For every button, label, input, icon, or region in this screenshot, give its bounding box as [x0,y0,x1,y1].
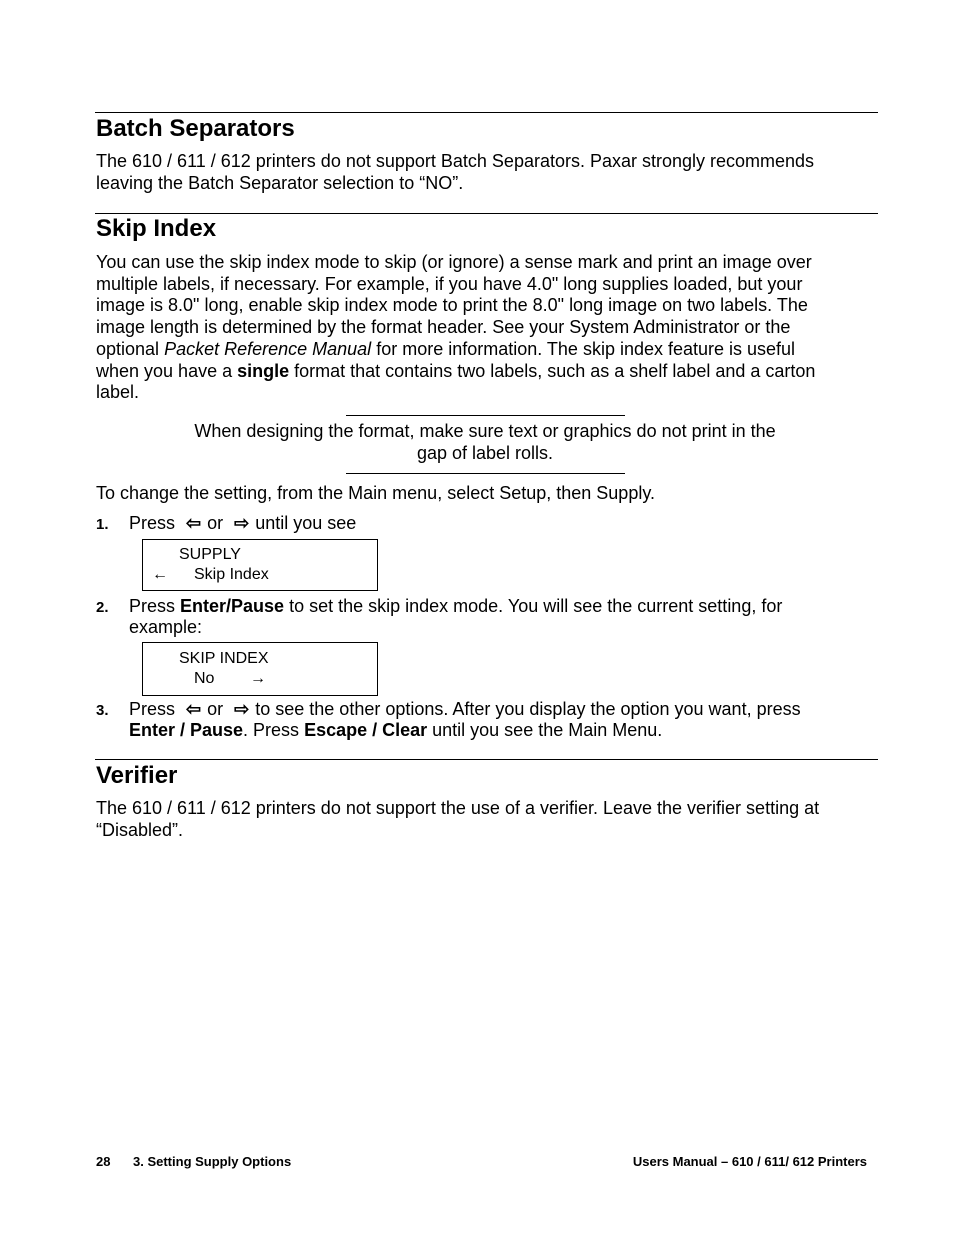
skip-line-6a: when you have a [96,360,238,381]
note [170,421,800,464]
note-line-2: gap of label rolls. [416,442,554,463]
batch-line-1: The 610 / 611 / 612 printers do not support Batch Separators. Paxar strongly recommends [96,151,815,171]
bold-single: single [237,360,290,381]
skip-line-7: label. [96,382,140,403]
step-2-number: 2. [96,599,109,616]
skip-line: multiple labels, if necessary. For example, if you have 4.0" long supplies loaded, but your [96,273,803,294]
verifier-line-1: The 610 / 611 / 612 printers do not support the use of a verifier. Leave the verifier setting at [96,798,820,818]
note-bottom-rule [346,473,625,474]
step-2-text [129,596,869,638]
verifier-line-2: “Disabled”. [96,819,184,840]
step-1-rest: until you see [255,513,357,533]
change-instruction: To change the setting, from the Main menu, select Setup, then Supply. [96,483,655,503]
section-divider [95,213,878,214]
skip-line-5b: for more information. The skip index feature is useful [371,338,796,359]
skip-line-6b: format that contains two labels, such as a shelf label and a carton [289,360,816,381]
right-arrow-icon: ⇨ [234,513,250,533]
step-3-rest-1: to see the other options. After you display the option you want, press [255,699,801,719]
note-top-rule [346,415,625,416]
section-divider [95,759,878,760]
escape-clear-key: Escape / Clear [304,720,428,740]
step-1-or: or [207,513,224,533]
step-3-mid: . Press [243,720,305,740]
heading-skip-index: Skip Index [96,215,217,242]
batch-paragraph [96,151,866,194]
skip-paragraph [96,252,866,404]
left-arrow-icon: ⇦ [186,699,202,719]
heading-batch-separators: Batch Separators [96,115,295,142]
page-number: 28 [96,1154,111,1169]
step-1-press: Press [129,513,176,533]
left-arrow-icon: ← [152,566,168,583]
lcd-display-supply [142,539,378,591]
right-arrow-icon: → [250,670,266,687]
step-3-text [129,699,869,741]
step-1-text [129,513,869,534]
lcd-line-2: No [194,670,215,687]
skip-line: image is 8.0" long, enable skip index mode to print the 8.0" long image on two labels. The [96,295,808,316]
step-3-or: or [207,699,224,719]
step-2-press: Press [129,596,181,616]
step-3-rest-2: until you see the Main Menu. [427,720,663,740]
footer-chapter: 3. Setting Supply Options [133,1154,292,1169]
batch-line-2: leaving the Batch Separator selection to “NO”. [96,172,464,193]
manual-title: Packet Reference Manual [164,338,372,359]
enter-pause-key: Enter / Pause [129,720,244,740]
verifier-paragraph [96,798,866,841]
step-1-number: 1. [96,516,109,533]
step-3-number: 3. [96,702,109,719]
lcd-line-1: SKIP INDEX [179,650,269,667]
lcd-display-skip-index [142,642,378,696]
step-2-rest-1: to set the skip index mode. You will see the current setting, for [284,596,783,616]
footer-title: Users Manual – 610 / 611/ 612 Printers [632,1154,867,1169]
enter-pause-key: Enter/Pause [180,596,285,616]
right-arrow-icon: ⇨ [234,699,250,719]
note-line-1: When designing the format, make sure text or graphics do not print in the [194,421,776,441]
lcd-line-1: SUPPLY [179,546,241,563]
left-arrow-icon: ⇦ [186,513,202,533]
skip-line-5a: optional [96,338,165,359]
section-divider [95,112,878,113]
step-2-rest-2: example: [129,617,203,637]
skip-line: You can use the skip index mode to skip (or ignore) a sense mark and print an image over [96,252,812,272]
lcd-line-2: Skip Index [194,566,269,583]
heading-verifier: Verifier [96,762,178,789]
step-3-press: Press [129,699,176,719]
skip-line: image length is determined by the format header. See your System Administrator or the [96,317,791,338]
